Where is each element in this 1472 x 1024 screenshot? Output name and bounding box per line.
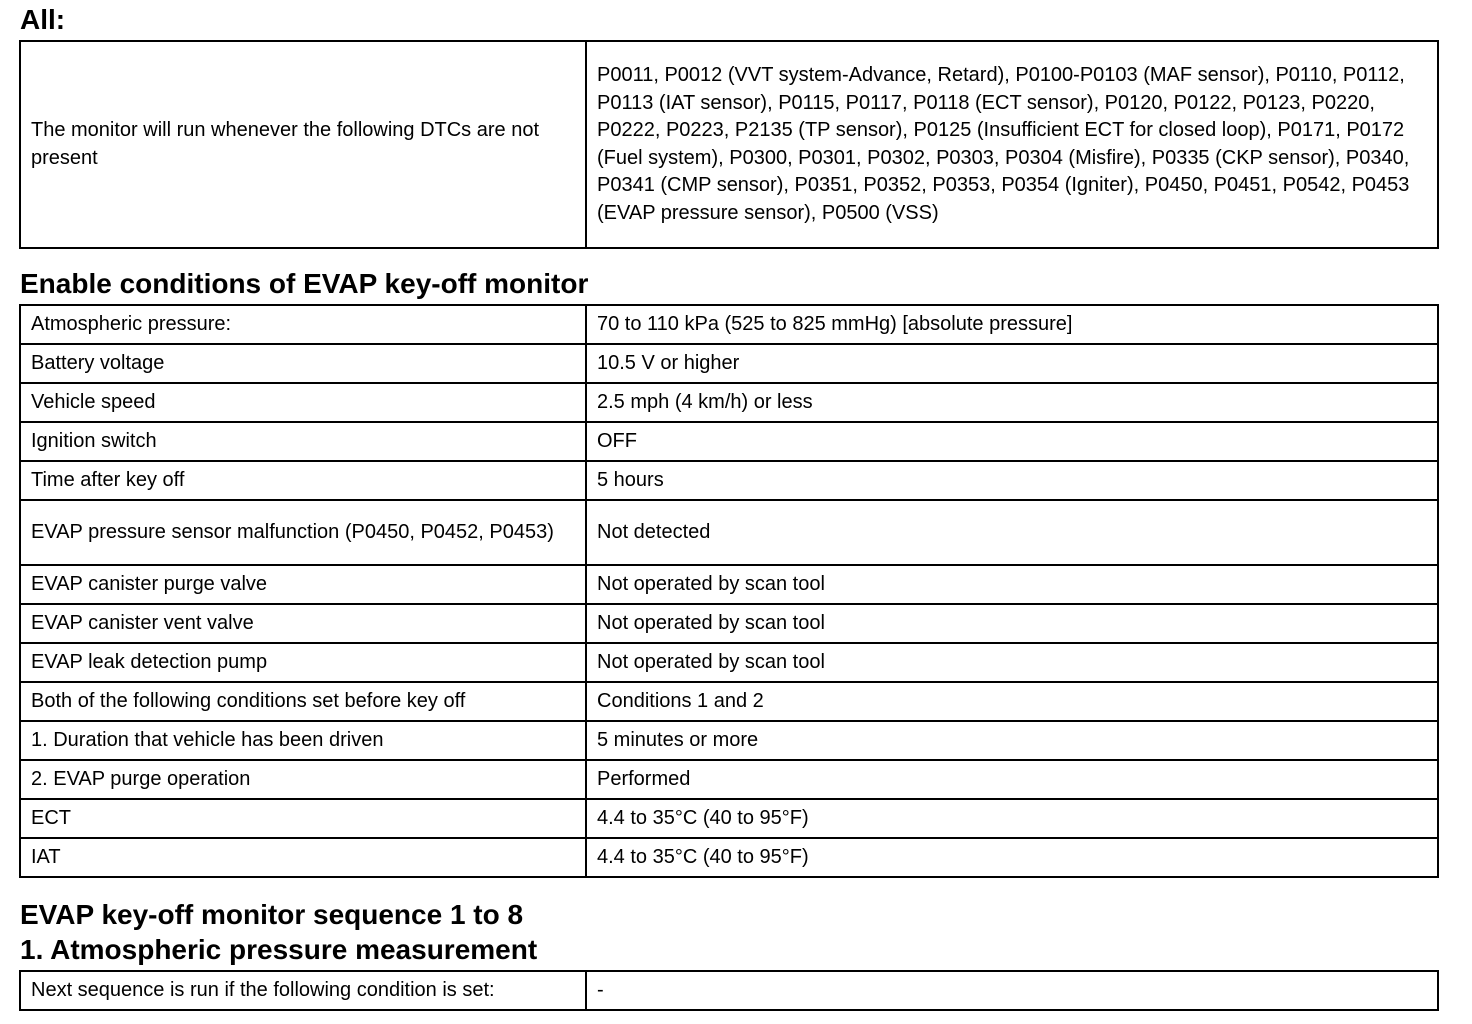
value-cell: Not operated by scan tool (586, 643, 1438, 682)
value-cell: 5 hours (586, 461, 1438, 500)
condition-cell: Battery voltage (20, 344, 586, 383)
condition-cell: Ignition switch (20, 422, 586, 461)
all-dtc-table (19, 40, 1439, 249)
value-cell: 2.5 mph (4 km/h) or less (586, 383, 1438, 422)
condition-cell: EVAP pressure sensor malfunction (P0450, P0452, P0453) (20, 500, 586, 565)
value-cell: 5 minutes or more (586, 721, 1438, 760)
value-cell: - (586, 971, 1438, 1010)
value-cell: Performed (586, 760, 1438, 799)
value-cell: Not operated by scan tool (586, 565, 1438, 604)
condition-cell: EVAP canister vent valve (20, 604, 586, 643)
condition-cell: Both of the following conditions set before key off (20, 682, 586, 721)
value-cell: Not operated by scan tool (586, 604, 1438, 643)
table-row (20, 461, 1438, 500)
table-row (20, 422, 1438, 461)
condition-cell: 1. Duration that vehicle has been driven (20, 721, 586, 760)
condition-cell: Vehicle speed (20, 383, 586, 422)
value-cell: 70 to 110 kPa (525 to 825 mmHg) [absolute pressure] (586, 305, 1438, 344)
dtc-label-cell: The monitor will run whenever the following DTCs are not present (20, 41, 586, 248)
table-row (20, 305, 1438, 344)
value-cell: OFF (586, 422, 1438, 461)
value-cell: 10.5 V or higher (586, 344, 1438, 383)
table-row (20, 41, 1438, 248)
condition-cell: 2. EVAP purge operation (20, 760, 586, 799)
table-row (20, 643, 1438, 682)
condition-cell: IAT (20, 838, 586, 877)
table-row (20, 760, 1438, 799)
value-cell: 4.4 to 35°C (40 to 95°F) (586, 799, 1438, 838)
condition-cell: Atmospheric pressure: (20, 305, 586, 344)
dtc-list-cell: P0011, P0012 (VVT system-Advance, Retard), P0100-P0103 (MAF sensor), P0110, P0112, P0113 (IAT sensor), P0115, P0117, P0118 (ECT sensor), P0120, P0122, P0123, P0220, P0222, P0223, P2135 (TP sensor), P0125 (Insufficient ECT for closed loop), P0171, P0172 (Fuel system), P0300, P0301, P0302, P0303, P0304 (Misfire), P0335 (CKP sensor), P0340, P0341 (CMP sensor), P0351, P0352, P0353, P0354 (Igniter), P0450, P0451, P0542, P0453 (EVAP pressure sensor), P0500 (VSS) (586, 41, 1438, 248)
table-row (20, 500, 1438, 565)
table-row (20, 721, 1438, 760)
value-cell: Not detected (586, 500, 1438, 565)
value-cell: Conditions 1 and 2 (586, 682, 1438, 721)
table-row (20, 565, 1438, 604)
step1-heading: 1. Atmospheric pressure measurement (20, 934, 538, 965)
condition-cell: EVAP canister purge valve (20, 565, 586, 604)
condition-cell: Time after key off (20, 461, 586, 500)
step1-table (19, 970, 1439, 1011)
condition-cell: ECT (20, 799, 586, 838)
table-row (20, 838, 1438, 877)
table-row (20, 682, 1438, 721)
all-heading: All: (20, 4, 66, 35)
table-row (20, 604, 1438, 643)
enable-conditions-table (19, 304, 1439, 878)
enable-conditions-heading: Enable conditions of EVAP key-off monitor (20, 268, 589, 299)
table-row (20, 383, 1438, 422)
table-row (20, 344, 1438, 383)
condition-cell: EVAP leak detection pump (20, 643, 586, 682)
value-cell: 4.4 to 35°C (40 to 95°F) (586, 838, 1438, 877)
sequence-heading: EVAP key-off monitor sequence 1 to 8 (20, 899, 524, 930)
table-row (20, 799, 1438, 838)
condition-cell: Next sequence is run if the following condition is set: (20, 971, 586, 1010)
table-row (20, 971, 1438, 1010)
